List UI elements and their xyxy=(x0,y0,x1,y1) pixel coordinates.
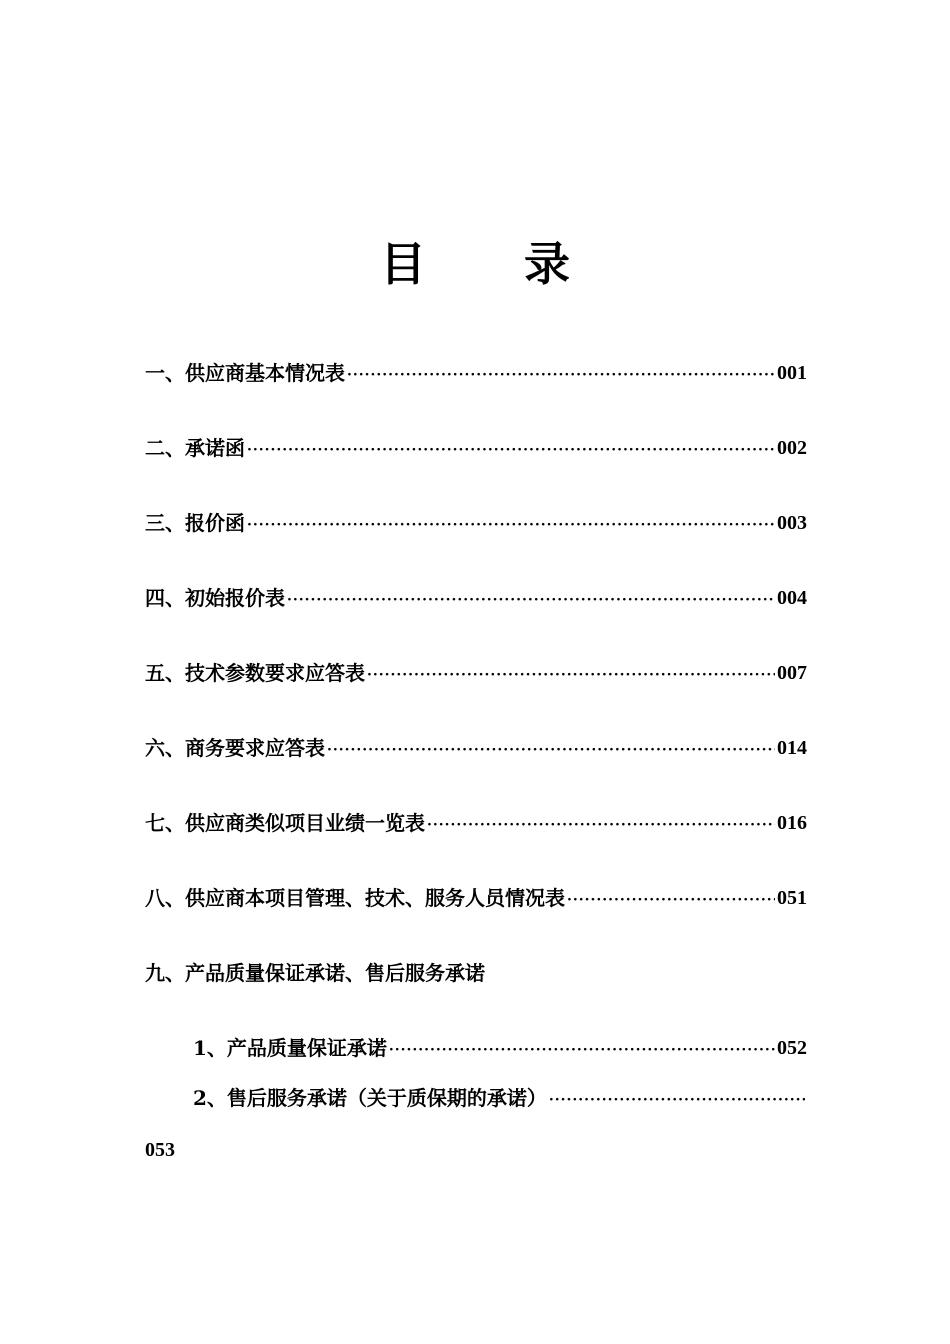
toc-dot-leader xyxy=(247,512,775,538)
toc-entry-label: 七、供应商类似项目业绩一览表 xyxy=(145,811,425,835)
toc-title-char-1: 目 xyxy=(380,237,426,291)
toc-dot-leader xyxy=(327,737,775,763)
toc-entry[interactable] xyxy=(145,433,807,463)
toc-entry-label: 九、产品质量保证承诺、售后服务承诺 xyxy=(145,961,485,985)
toc-entry[interactable] xyxy=(145,733,807,763)
toc-entry-label: 八、供应商本项目管理、技术、服务人员情况表 xyxy=(145,886,565,910)
toc-entry[interactable] xyxy=(145,808,807,838)
toc-entry-label: 二、承诺函 xyxy=(145,436,245,460)
toc-entry[interactable] xyxy=(145,508,807,538)
toc-section-heading[interactable] xyxy=(145,958,807,988)
toc-dot-leader xyxy=(427,812,775,838)
toc-entry-page: 051 xyxy=(777,887,807,909)
toc-subentry[interactable] xyxy=(193,1083,807,1113)
toc-entry-label: 一、供应商基本情况表 xyxy=(145,361,345,385)
toc-subentry-page-wrapped: 053 xyxy=(145,1139,175,1161)
toc-entry-label: 四、初始报价表 xyxy=(145,586,285,610)
toc-subentry-page: 052 xyxy=(777,1037,807,1059)
toc-title-char-2: 录 xyxy=(524,237,570,291)
toc-entry-page: 007 xyxy=(777,662,807,684)
toc-entry-label: 三、报价函 xyxy=(145,511,245,535)
toc-entry[interactable] xyxy=(145,358,807,388)
toc-dot-leader xyxy=(287,587,775,613)
toc-dot-leader xyxy=(389,1037,775,1063)
toc-entry-page: 014 xyxy=(777,737,807,759)
toc-entry[interactable] xyxy=(145,658,807,688)
toc-entry-label: 六、商务要求应答表 xyxy=(145,736,325,760)
toc-subentry-label: 2、售后服务承诺（关于质保期的承诺） xyxy=(193,1086,547,1110)
toc-dot-leader xyxy=(567,887,775,913)
toc-subentry[interactable] xyxy=(193,1033,807,1063)
toc-entry-label: 五、技术参数要求应答表 xyxy=(145,661,365,685)
toc-dot-leader xyxy=(367,662,775,688)
toc-entry-page: 001 xyxy=(777,362,807,384)
toc-entry-page: 003 xyxy=(777,512,807,534)
toc-entry-page: 016 xyxy=(777,812,807,834)
toc-dot-leader xyxy=(549,1087,805,1113)
toc-subentry-label: 1、产品质量保证承诺 xyxy=(193,1036,387,1060)
toc-entry-page: 004 xyxy=(777,587,807,609)
toc-title xyxy=(0,236,950,292)
toc-dot-leader xyxy=(347,362,775,388)
toc-entry[interactable] xyxy=(145,583,807,613)
toc-entry[interactable] xyxy=(145,883,807,913)
toc-dot-leader xyxy=(247,437,775,463)
toc-entry-page: 002 xyxy=(777,437,807,459)
